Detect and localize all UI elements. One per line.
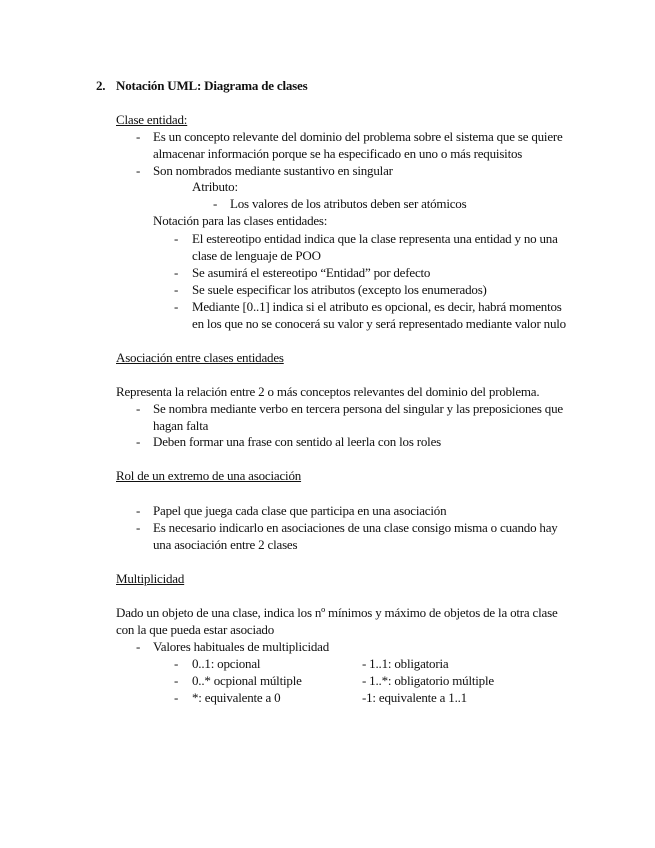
multiplicidad-heading: Multiplicidad xyxy=(116,571,185,586)
section-title: Notación UML: Diagrama de clases xyxy=(116,78,308,93)
bullet-dash: - xyxy=(174,299,179,314)
section-number: 2. xyxy=(96,78,106,93)
notacion-bullet-2: Se asumirá el estereotipo “Entidad” por defecto xyxy=(192,265,431,280)
bullet-dash: - xyxy=(213,196,218,211)
clase-entidad-bullet-1-line-2: almacenar información porque se ha especificado en uno o más requisitos xyxy=(153,146,523,161)
bullet-dash: - xyxy=(136,503,141,518)
multiplicidad-row-2-left: 0..* ocpional múltiple xyxy=(192,673,302,688)
asociacion-heading: Asociación entre clases entidades xyxy=(116,350,284,365)
rol-bullet-2-line-1: Es necesario indicarlo en asociaciones de una clase consigo misma o cuando hay xyxy=(153,520,558,535)
multiplicidad-paragraph-line-1: Dado un objeto de una clase, indica los nº mínimos y máximo de objetos de la otra clase xyxy=(116,605,558,620)
notacion-bullet-1-line-2: clase de lenguaje de POO xyxy=(192,248,321,263)
rol-heading: Rol de un extremo de una asociación xyxy=(116,468,302,483)
bullet-dash: - xyxy=(174,231,179,246)
bullet-dash: - xyxy=(136,520,141,535)
clase-entidad-bullet-2: Son nombrados mediante sustantivo en singular xyxy=(153,163,393,178)
bullet-dash: - xyxy=(136,163,141,178)
asociacion-paragraph: Representa la relación entre 2 o más conceptos relevantes del dominio del problema. xyxy=(116,384,540,399)
bullet-dash: - xyxy=(174,265,179,280)
asociacion-bullet-2: Deben formar una frase con sentido al leerla con los roles xyxy=(153,434,442,449)
multiplicidad-bullet-1: Valores habituales de multiplicidad xyxy=(153,639,330,654)
bullet-dash: - xyxy=(136,434,141,449)
bullet-dash: - xyxy=(136,129,141,144)
multiplicidad-row-1-left: 0..1: opcional xyxy=(192,656,261,671)
bullet-dash: - xyxy=(174,282,179,297)
asociacion-bullet-1-line-1: Se nombra mediante verbo en tercera persona del singular y las preposiciones que xyxy=(153,401,563,416)
clase-entidad-bullet-1-line-1: Es un concepto relevante del dominio del problema sobre el sistema que se quiere xyxy=(153,129,563,144)
bullet-dash: - xyxy=(174,673,179,688)
bullet-dash: - xyxy=(174,656,179,671)
notacion-bullet-4-line-1: Mediante [0..1] indica si el atributo es opcional, es decir, habrá momentos xyxy=(192,299,562,314)
multiplicidad-row-3-left: *: equivalente a 0 xyxy=(192,690,281,705)
bullet-dash: - xyxy=(136,401,141,416)
notacion-bullet-1-line-1: El estereotipo entidad indica que la clase representa una entidad y no una xyxy=(192,231,558,246)
bullet-dash: - xyxy=(174,690,179,705)
atributo-label: Atributo: xyxy=(192,179,238,194)
multiplicidad-paragraph-line-2: con la que pueda estar asociado xyxy=(116,622,275,637)
notacion-bullet-3: Se suele especificar los atributos (excepto los enumerados) xyxy=(192,282,487,297)
atributo-bullet-1: Los valores de los atributos deben ser atómicos xyxy=(230,196,467,211)
rol-bullet-2-line-2: una asociación entre 2 clases xyxy=(153,537,298,552)
multiplicidad-row-2-right: - 1..*: obligatorio múltiple xyxy=(362,673,494,688)
multiplicidad-row-1-right: - 1..1: obligatoria xyxy=(362,656,449,671)
multiplicidad-row-3-right: -1: equivalente a 1..1 xyxy=(362,690,467,705)
clase-entidad-heading: Clase entidad: xyxy=(116,112,188,127)
notacion-label: Notación para las clases entidades: xyxy=(153,213,328,228)
bullet-dash: - xyxy=(136,639,141,654)
asociacion-bullet-1-line-2: hagan falta xyxy=(153,418,209,433)
notacion-bullet-4-line-2: en los que no se conocerá su valor y será representado mediante valor nulo xyxy=(192,316,566,331)
rol-bullet-1: Papel que juega cada clase que participa en una asociación xyxy=(153,503,447,518)
